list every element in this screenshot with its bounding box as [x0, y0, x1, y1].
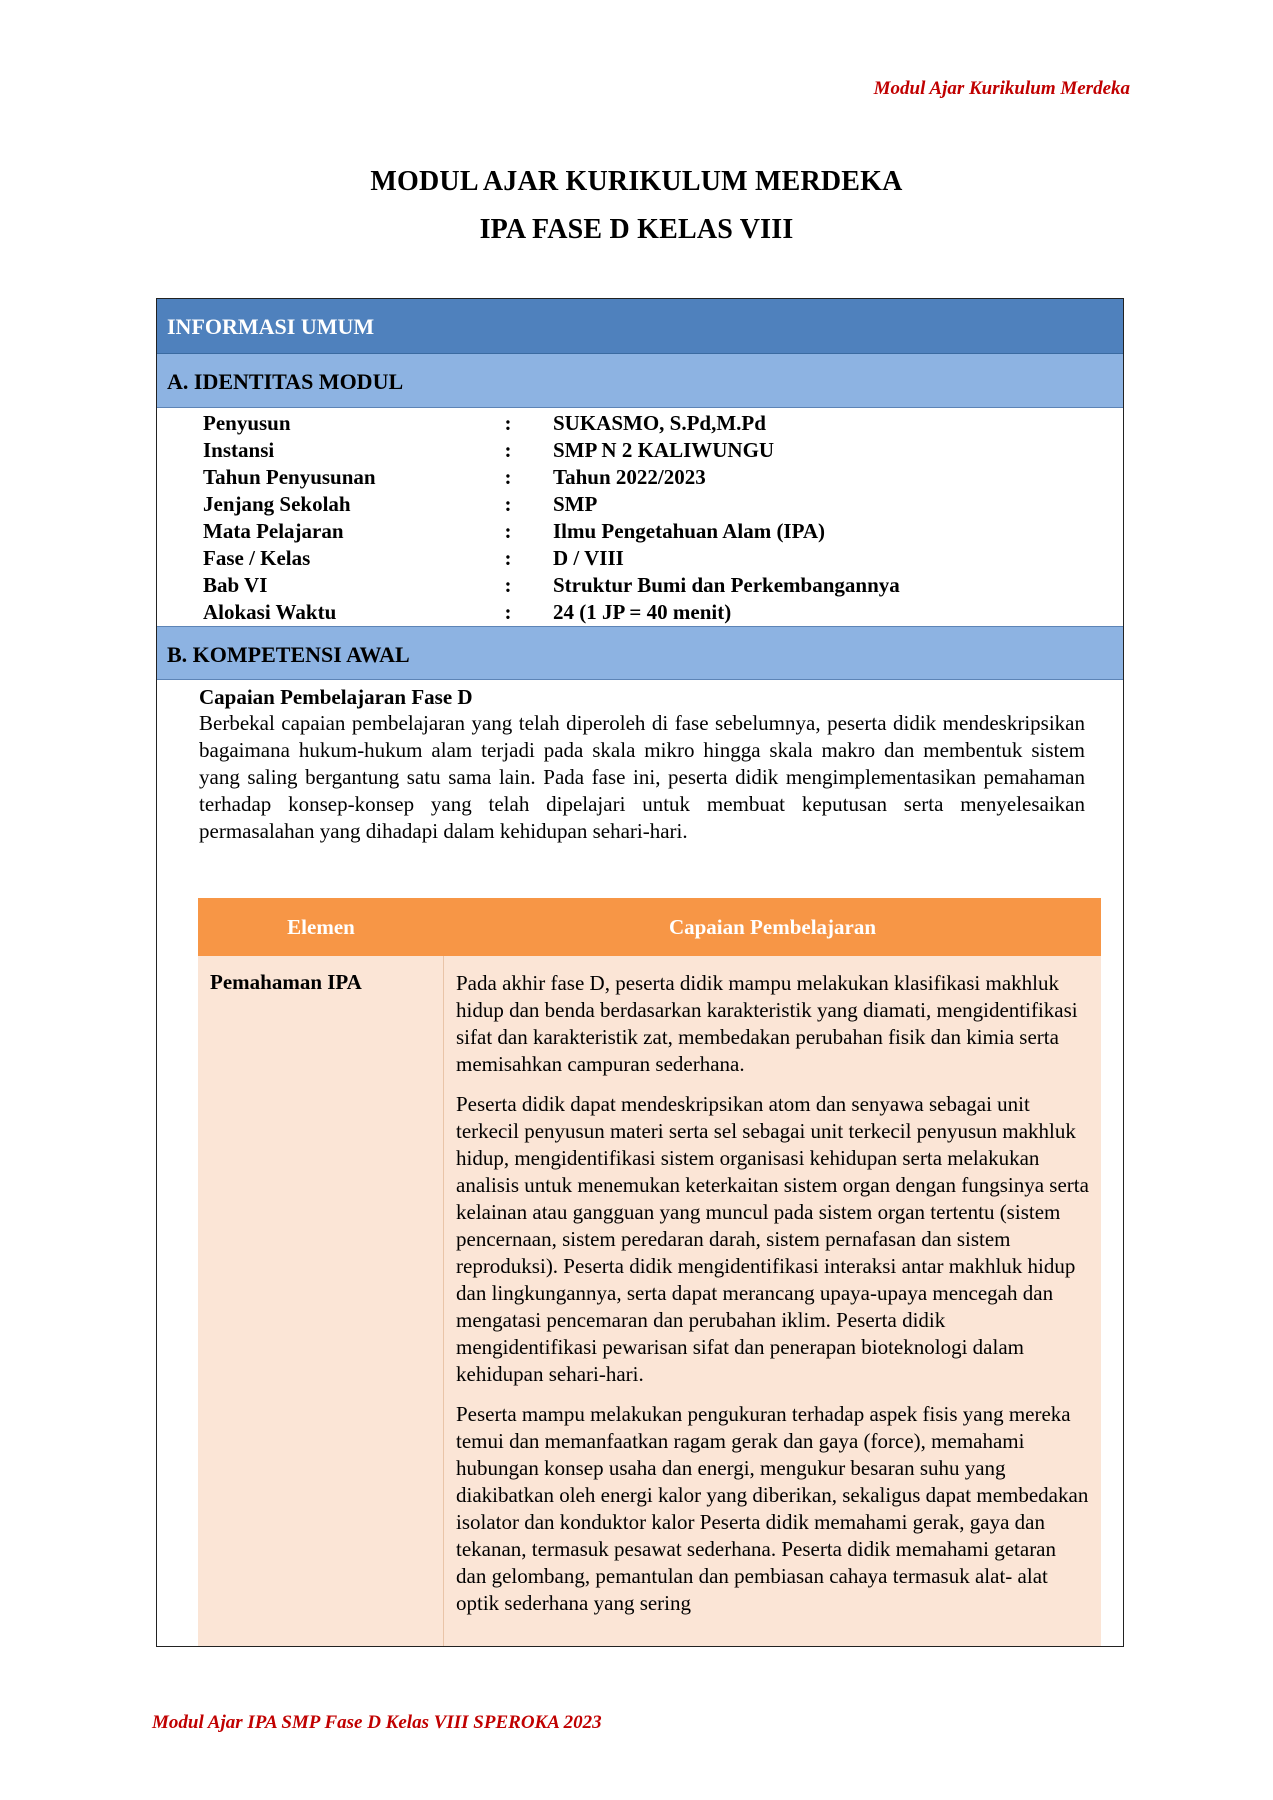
identity-row: Bab VI : Struktur Bumi dan Perkembangannya: [157, 572, 1123, 599]
identity-row: Alokasi Waktu : 24 (1 JP = 40 menit): [157, 599, 1123, 626]
section-module-identity: A. IDENTITAS MODUL: [157, 354, 1123, 408]
identity-list: [157, 408, 1123, 626]
learning-outcome-block: [157, 680, 1123, 845]
identity-row: Tahun Penyusunan : Tahun 2022/2023: [157, 464, 1123, 491]
learning-outcome-title: Capaian Pembelajaran Fase D: [199, 685, 473, 709]
table-header: [198, 898, 1101, 956]
identity-value: Struktur Bumi dan Perkembangannya: [553, 573, 900, 597]
document-title: MODUL AJAR KURIKULUM MERDEKA: [370, 166, 903, 197]
identity-label: Mata Pelajaran: [203, 519, 344, 543]
identity-value: SMP N 2 KALIWUNGU: [553, 438, 775, 462]
module-info-box: [156, 298, 1124, 1647]
identity-value: SUKASMO, S.Pd,M.Pd: [553, 411, 766, 435]
identity-value: 24 (1 JP = 40 menit): [553, 600, 732, 624]
section-initial-competence: B. KOMPETENSI AWAL: [157, 626, 1123, 680]
identity-label: Tahun Penyusunan: [203, 465, 376, 489]
identity-label: Penyusun: [203, 411, 291, 435]
table-row: [198, 956, 1101, 1647]
outcome-paragraph: Peserta didik dapat mendeskripsikan atom dan senyawa sebagai unit terkecil penyusun materi serta sel sebagai unit terkecil penyusun makhluk hidup, mengidentifikasi sistem organisasi kehidupan serta melakukan analisis untuk menemukan keterkaitan sistem organ dengan fungsinya serta kelainan atau gangguan yang muncul pada sistem organ tertentu (sistem pencernaan, sistem peredaran darah, sistem pernafasan dan sistem reproduksi). Peserta didik mengidentifikasi interaksi antar makhluk hidup dan lingkungannya, serta dapat merancang upaya-upaya mencegah dan mengatasi pencemaran dan perubahan iklim. Peserta didik mengidentifikasi pewarisan sifat dan penerapan bioteknologi dalam kehidupan sehari-hari.: [456, 1092, 1089, 1386]
column-header-outcome: Capaian Pembelajaran: [668, 914, 877, 939]
document-subtitle: IPA FASE D KELAS VIII: [479, 214, 794, 245]
outcome-table: [198, 898, 1101, 1647]
running-header: Modul Ajar Kurikulum Merdeka: [873, 78, 1130, 99]
identity-label: Fase / Kelas: [203, 546, 311, 570]
identity-label: Bab VI: [203, 573, 268, 597]
learning-outcome-text: Berbekal capaian pembelajaran yang telah diperoleh di fase sebelumnya, peserta didik mendeskripsikan bagaimana hukum-hukum alam terjadi pada skala mikro hingga skala makro dan membentuk sistem yang saling bergantung satu sama lain. Pada fase ini, peserta didik mengimplementasikan pemahaman terhadap konsep-konsep yang telah dipelajari untuk membuat keputusan serta menyelesaikan permasalahan yang dihadapi dalam kehidupan sehari-hari.: [199, 711, 1085, 843]
identity-row: Penyusun : SUKASMO, S.Pd,M.Pd: [157, 410, 1123, 437]
identity-row: Mata Pelajaran : Ilmu Pengetahuan Alam (IPA): [157, 518, 1123, 545]
row-label: Pemahaman IPA: [198, 956, 444, 1647]
identity-row: Instansi : SMP N 2 KALIWUNGU: [157, 437, 1123, 464]
identity-row: Jenjang Sekolah : SMP: [157, 491, 1123, 518]
row-content: [444, 956, 1101, 1647]
identity-label: Instansi: [203, 438, 275, 462]
identity-value: D / VIII: [553, 546, 624, 570]
outcome-paragraph: Pada akhir fase D, peserta didik mampu melakukan klasifikasi makhluk hidup dan benda berdasarkan karakteristik yang diamati, mengidentifikasi sifat dan karakteristik zat, membedakan perubahan fisik dan kimia serta memisahkan campuran sederhana.: [456, 971, 1078, 1076]
identity-row: Fase / Kelas : D / VIII: [157, 545, 1123, 572]
identity-value: Tahun 2022/2023: [553, 465, 706, 489]
section-general-info: INFORMASI UMUM: [157, 299, 1123, 354]
column-header-element: Elemen: [287, 914, 355, 939]
outcome-paragraph: Peserta mampu melakukan pengukuran terhadap aspek fisis yang mereka temui dan memanfaatkan ragam gerak dan gaya (force), memahami hubungan konsep usaha dan energi, mengukur besaran suhu yang diakibatkan oleh energi kalor yang diberikan, sekaligus dapat membedakan isolator dan konduktor kalor Peserta didik memahami gerak, gaya dan tekanan, termasuk pesawat sederhana. Peserta didik memahami getaran dan gelombang, pemantulan dan pembiasan cahaya termasuk alat- alat optik sederhana yang sering: [456, 1402, 1089, 1615]
running-footer: Modul Ajar IPA SMP Fase D Kelas VIII SPEROKA 2023: [152, 1712, 602, 1733]
identity-value: Ilmu Pengetahuan Alam (IPA): [553, 519, 826, 543]
identity-label: Alokasi Waktu: [203, 600, 337, 624]
identity-value: SMP: [553, 492, 598, 516]
identity-label: Jenjang Sekolah: [203, 492, 351, 516]
